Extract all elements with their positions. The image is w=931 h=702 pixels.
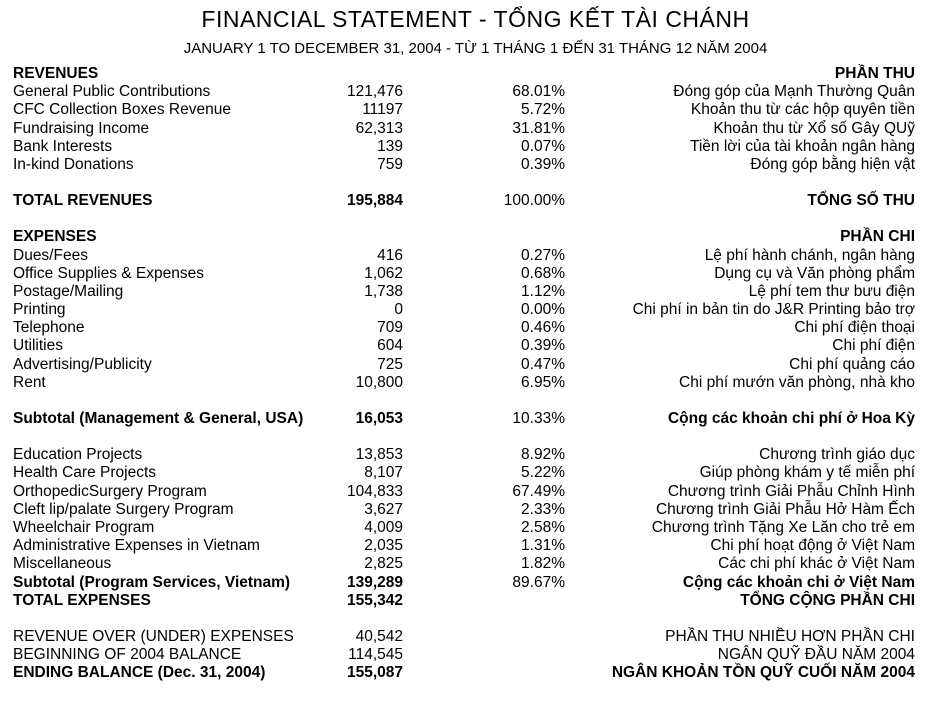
- expense-row: [13, 283, 915, 301]
- revenues-list: [13, 83, 915, 174]
- program-subtotal-percent: 89.67%: [512, 573, 565, 591]
- program-subtotal-amount: 139,289: [346, 573, 403, 591]
- balance-label-en: BEGINNING OF 2004 BALANCE: [13, 646, 242, 664]
- revenue-label-en: CFC Collection Boxes Revenue: [13, 101, 231, 119]
- program-label-en: Wheelchair Program: [13, 518, 155, 536]
- revenue-percent: 68.01%: [512, 83, 565, 101]
- expense-label-vi: Chi phí điện: [832, 337, 915, 355]
- expense-amount: 1,738: [364, 282, 403, 300]
- program-percent: 2.33%: [521, 500, 565, 518]
- program-row: [13, 537, 915, 555]
- revenue-amount: 121,476: [346, 83, 403, 101]
- program-label-vi: Chương trình Giải Phẫu Hở Hàm Ếch: [655, 500, 915, 518]
- management-subtotal-label-en: Subtotal (Management & General, USA): [13, 410, 304, 427]
- expense-row: [13, 301, 915, 319]
- program-amount: 13,853: [355, 446, 403, 464]
- expenses-heading: [13, 228, 915, 246]
- ending-balance-label-vi: NGÂN KHOẢN TỒN QUỸ CUỐI NĂM 2004: [611, 664, 915, 682]
- revenue-label-vi: Đóng góp bằng hiện vật: [750, 155, 915, 173]
- expense-label-en: Printing: [13, 301, 66, 319]
- program-amount: 8,107: [364, 464, 403, 482]
- management-subtotal-label-vi: Cộng các khoản chi phí ở Hoa Kỳ: [667, 410, 915, 427]
- expense-amount: 416: [377, 246, 403, 264]
- revenue-row: [13, 120, 915, 138]
- expense-label-vi: Dụng cụ và Văn phòng phẩm: [714, 264, 915, 282]
- revenue-row: [13, 101, 915, 119]
- revenue-label-vi: Đóng góp của Mạnh Thường Quân: [673, 83, 915, 101]
- expense-amount: 1,062: [364, 264, 403, 282]
- expense-percent: 0.46%: [521, 319, 565, 337]
- revenue-row: [13, 138, 915, 156]
- program-row: [13, 555, 915, 573]
- ending-balance-label-en: ENDING BALANCE (Dec. 31, 2004): [13, 664, 266, 682]
- expense-row: [13, 356, 915, 374]
- expense-percent: 1.12%: [521, 282, 565, 300]
- total-revenues-amount: 195,884: [346, 192, 403, 210]
- balance-label-vi: PHẦN THU NHIỀU HƠN PHẦN CHI: [665, 627, 915, 645]
- revenue-row: [13, 83, 915, 101]
- revenues-heading: [13, 65, 915, 83]
- total-revenues-row: [13, 192, 915, 210]
- management-subtotal-amount: 16,053: [355, 410, 403, 427]
- expense-amount: 10,800: [355, 373, 403, 391]
- expense-label-vi: Chi phí điện thoại: [794, 319, 915, 337]
- revenue-percent: 0.07%: [521, 137, 565, 155]
- expense-row: [13, 374, 915, 392]
- program-amount: 104,833: [346, 482, 403, 500]
- revenue-label-vi: Tiền lời của tài khoản ngân hàng: [689, 137, 915, 155]
- balance-section: [13, 628, 915, 683]
- revenue-amount: 759: [377, 155, 403, 173]
- revenue-label-en: In-kind Donations: [13, 155, 134, 173]
- revenue-label-en: Fundraising Income: [13, 119, 150, 137]
- expense-row: [13, 337, 915, 355]
- program-percent: 5.22%: [521, 464, 565, 482]
- balance-row: [13, 646, 915, 664]
- program-percent: 8.92%: [521, 446, 565, 464]
- program-row: [13, 483, 915, 501]
- program-row: [13, 501, 915, 519]
- total-expenses-amount: 155,342: [346, 591, 403, 609]
- expense-label-en: Postage/Mailing: [13, 282, 124, 300]
- expense-row: [13, 247, 915, 265]
- expense-label-en: Telephone: [13, 319, 85, 337]
- program-label-vi: Chi phí hoạt động ở Việt Nam: [710, 537, 915, 555]
- expense-label-en: Utilities: [13, 337, 63, 355]
- program-label-en: Education Projects: [13, 446, 143, 464]
- expense-row: [13, 265, 915, 283]
- expense-amount: 709: [377, 319, 403, 337]
- program-label-vi: Chương trình Giải Phẫu Chỉnh Hình: [667, 482, 915, 500]
- statement-period: JANUARY 1 TO DECEMBER 31, 2004 - TỪ 1 THÁNG 1 ĐẾN 31 THÁNG 12 NĂM 2004: [183, 40, 768, 57]
- expense-amount: 725: [377, 355, 403, 373]
- expenses-heading-vi: PHẦN CHI: [840, 228, 915, 246]
- program-label-vi: Giúp phòng khám y tế miễn phí: [699, 464, 915, 482]
- revenue-label-vi: Khoản thu từ Xổ số Gây QUỹ: [713, 119, 915, 137]
- expense-label-en: Office Supplies & Expenses: [13, 264, 204, 282]
- total-expenses-label-vi: TỔNG CỘNG PHẦN CHI: [740, 591, 915, 609]
- program-amount: 4,009: [364, 518, 403, 536]
- expense-label-vi: Chi phí quảng cáo: [789, 355, 915, 373]
- ending-balance-amount: 155,087: [346, 664, 403, 682]
- revenue-label-en: General Public Contributions: [13, 83, 211, 101]
- total-revenues-label-en: TOTAL REVENUES: [13, 192, 153, 210]
- financial-statement: [13, 65, 915, 682]
- total-revenues-percent: 100.00%: [503, 192, 565, 210]
- revenues-heading-en: REVENUES: [13, 65, 99, 82]
- program-label-vi: Chương trình Tặng Xe Lăn cho trẻ em: [651, 518, 915, 536]
- expense-label-en: Rent: [13, 373, 46, 391]
- revenue-percent: 5.72%: [521, 101, 565, 119]
- balance-label-en: REVENUE OVER (UNDER) EXPENSES: [13, 627, 294, 645]
- program-label-en: OrthopedicSurgery Program: [13, 482, 207, 500]
- expense-row: [13, 319, 915, 337]
- expense-label-vi: Lệ phí hành chánh, ngân hàng: [704, 246, 915, 264]
- program-expenses-list: [13, 446, 915, 573]
- program-percent: 1.31%: [521, 537, 565, 555]
- program-label-en: Miscellaneous: [13, 555, 112, 573]
- expense-amount: 0: [394, 301, 403, 319]
- program-row: [13, 519, 915, 537]
- expense-amount: 604: [377, 337, 403, 355]
- statement-title: FINANCIAL STATEMENT - TỔNG KẾT TÀI CHÁNH: [201, 6, 750, 32]
- revenue-amount: 11197: [362, 101, 403, 119]
- program-row: [13, 464, 915, 482]
- revenue-percent: 0.39%: [521, 155, 565, 173]
- revenue-amount: 62,313: [355, 119, 403, 137]
- program-amount: 2,825: [364, 555, 403, 573]
- total-expenses-row: [13, 592, 915, 610]
- expenses-heading-en: EXPENSES: [13, 228, 97, 246]
- program-label-en: Cleft lip/palate Surgery Program: [13, 500, 234, 518]
- revenue-label-vi: Khoản thu từ các hộp quyên tiền: [690, 101, 915, 119]
- revenue-amount: 139: [377, 137, 403, 155]
- program-row: [13, 446, 915, 464]
- program-percent: 2.58%: [521, 518, 565, 536]
- expense-label-vi: Lệ phí tem thư bưu điện: [748, 282, 915, 300]
- program-label-vi: Chương trình giáo dục: [759, 446, 915, 464]
- expense-percent: 0.27%: [521, 246, 565, 264]
- revenue-percent: 31.81%: [512, 119, 565, 137]
- balance-amount: 40,542: [355, 627, 403, 645]
- ending-balance-row: [13, 664, 915, 682]
- program-label-en: Health Care Projects: [13, 464, 157, 482]
- management-subtotal-percent: 10.33%: [512, 410, 565, 427]
- management-subtotal-row: [13, 410, 915, 428]
- program-subtotal-label-en: Subtotal (Program Services, Vietnam): [13, 573, 291, 591]
- revenue-row: [13, 156, 915, 174]
- program-amount: 3,627: [364, 500, 403, 518]
- expense-label-vi: Chi phí in bản tin do J&R Printing bảo trợ: [632, 301, 915, 319]
- balance-amount: 114,545: [348, 646, 403, 664]
- expense-percent: 0.68%: [521, 264, 565, 282]
- program-percent: 67.49%: [512, 482, 565, 500]
- balance-label-vi: NGÂN QUỸ ĐẦU NĂM 2004: [717, 646, 915, 664]
- expense-label-vi: Chi phí mướn văn phòng, nhà kho: [679, 373, 915, 391]
- program-subtotal-label-vi: Cộng các khoản chi ở Việt Nam: [682, 573, 915, 591]
- balance-row: [13, 628, 915, 646]
- program-subtotal-row: [13, 574, 915, 592]
- expense-label-en: Advertising/Publicity: [13, 355, 152, 373]
- program-percent: 1.82%: [521, 555, 565, 573]
- revenue-label-en: Bank Interests: [13, 137, 113, 155]
- program-label-en: Administrative Expenses in Vietnam: [13, 537, 260, 555]
- program-label-vi: Các chi phí khác ở Việt Nam: [718, 555, 915, 573]
- total-revenues-label-vi: TỔNG SỐ THU: [807, 192, 915, 210]
- expense-percent: 0.39%: [521, 337, 565, 355]
- expense-percent: 0.00%: [521, 301, 565, 319]
- expense-percent: 6.95%: [521, 373, 565, 391]
- revenues-heading-vi: PHẦN THU: [834, 65, 915, 82]
- expense-percent: 0.47%: [521, 355, 565, 373]
- expense-label-en: Dues/Fees: [13, 246, 88, 264]
- management-expenses-list: [13, 247, 915, 393]
- total-expenses-label-en: TOTAL EXPENSES: [13, 591, 151, 609]
- program-amount: 2,035: [364, 537, 403, 555]
